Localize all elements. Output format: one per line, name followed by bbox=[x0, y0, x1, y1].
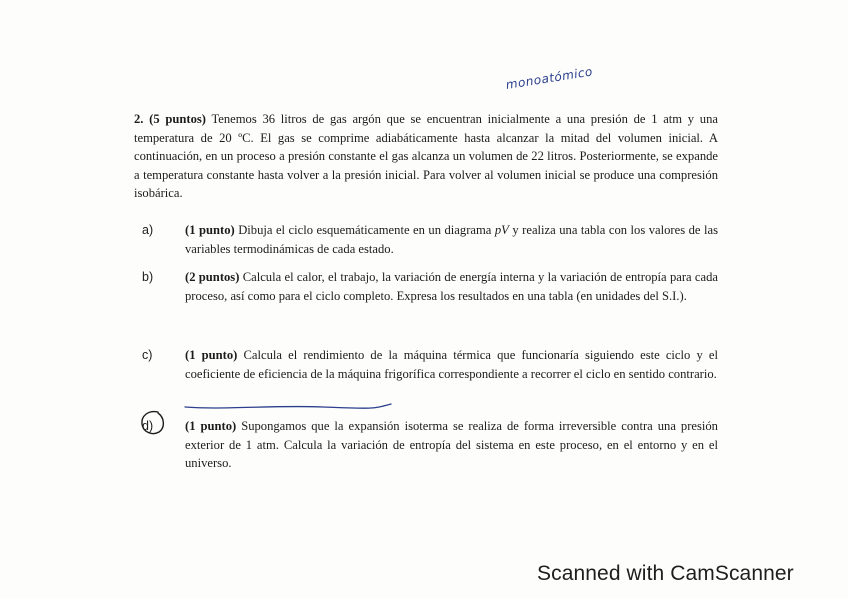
part-text: Supongamos que la expansión isoterma se realiza de forma irreversible contra una presión exterior de 1 atm. Calcula la variación de entropía del sistema en este proceso, en el entorno y en el universo. bbox=[185, 419, 718, 471]
part-letter: a) bbox=[142, 223, 154, 237]
handwritten-annotation: monoatómico bbox=[504, 64, 594, 92]
part-points: (1 punto) bbox=[185, 348, 238, 362]
part-letter: c) bbox=[142, 348, 153, 362]
camscanner-watermark: Scanned with CamScanner bbox=[537, 562, 794, 585]
problem-heading: 2. (5 puntos) bbox=[134, 112, 206, 126]
problem-text: Tenemos 36 litros de gas argón que se encuentran inicialmente a una presión de 1 atm y una temperatura de 20 ºC. El gas se comprime adiabáticamente hasta alcanzar la mitad del volumen inicial. A continuación, en un proceso a presión constante el gas alcanza un volumen de 22 litros. Posteriormente, se expande a temperatura constante hasta volver a la presión inicial. Para volver al volumen inicial se produce una compresión isobárica. bbox=[134, 112, 718, 201]
problem-statement bbox=[134, 110, 718, 203]
part-points: (1 punto) bbox=[185, 419, 237, 433]
handwritten-underline bbox=[183, 401, 393, 413]
part-italic: pV bbox=[494, 223, 509, 237]
part-d bbox=[142, 417, 718, 473]
part-b bbox=[142, 268, 718, 305]
part-letter: d) bbox=[142, 419, 154, 433]
part-points: (1 punto) bbox=[185, 223, 235, 237]
part-points: (2 puntos) bbox=[185, 270, 240, 284]
part-text-end: y realiza una tabla con los valores de las variables termodinámicas de cada estado. bbox=[185, 223, 718, 256]
part-text: Calcula el rendimiento de la máquina térmica que funcionaría siguiendo este ciclo y el coeficiente de eficiencia de la máquina frigorífica correspondiente a recorrer el ciclo en sentido contrario. bbox=[185, 348, 719, 381]
part-letter: b) bbox=[142, 270, 154, 284]
part-text: Calcula el calor, el trabajo, la variación de energía interna y la variación de entropía para cada proceso, así como para el ciclo completo. Expresa los resultados en una tabla (en unidades del S.I.). bbox=[185, 270, 718, 303]
handwritten-circle bbox=[138, 408, 168, 438]
part-c bbox=[142, 346, 719, 383]
part-text: Dibuja el ciclo esquemáticamente en un diagrama bbox=[238, 223, 495, 237]
part-a bbox=[142, 221, 718, 258]
